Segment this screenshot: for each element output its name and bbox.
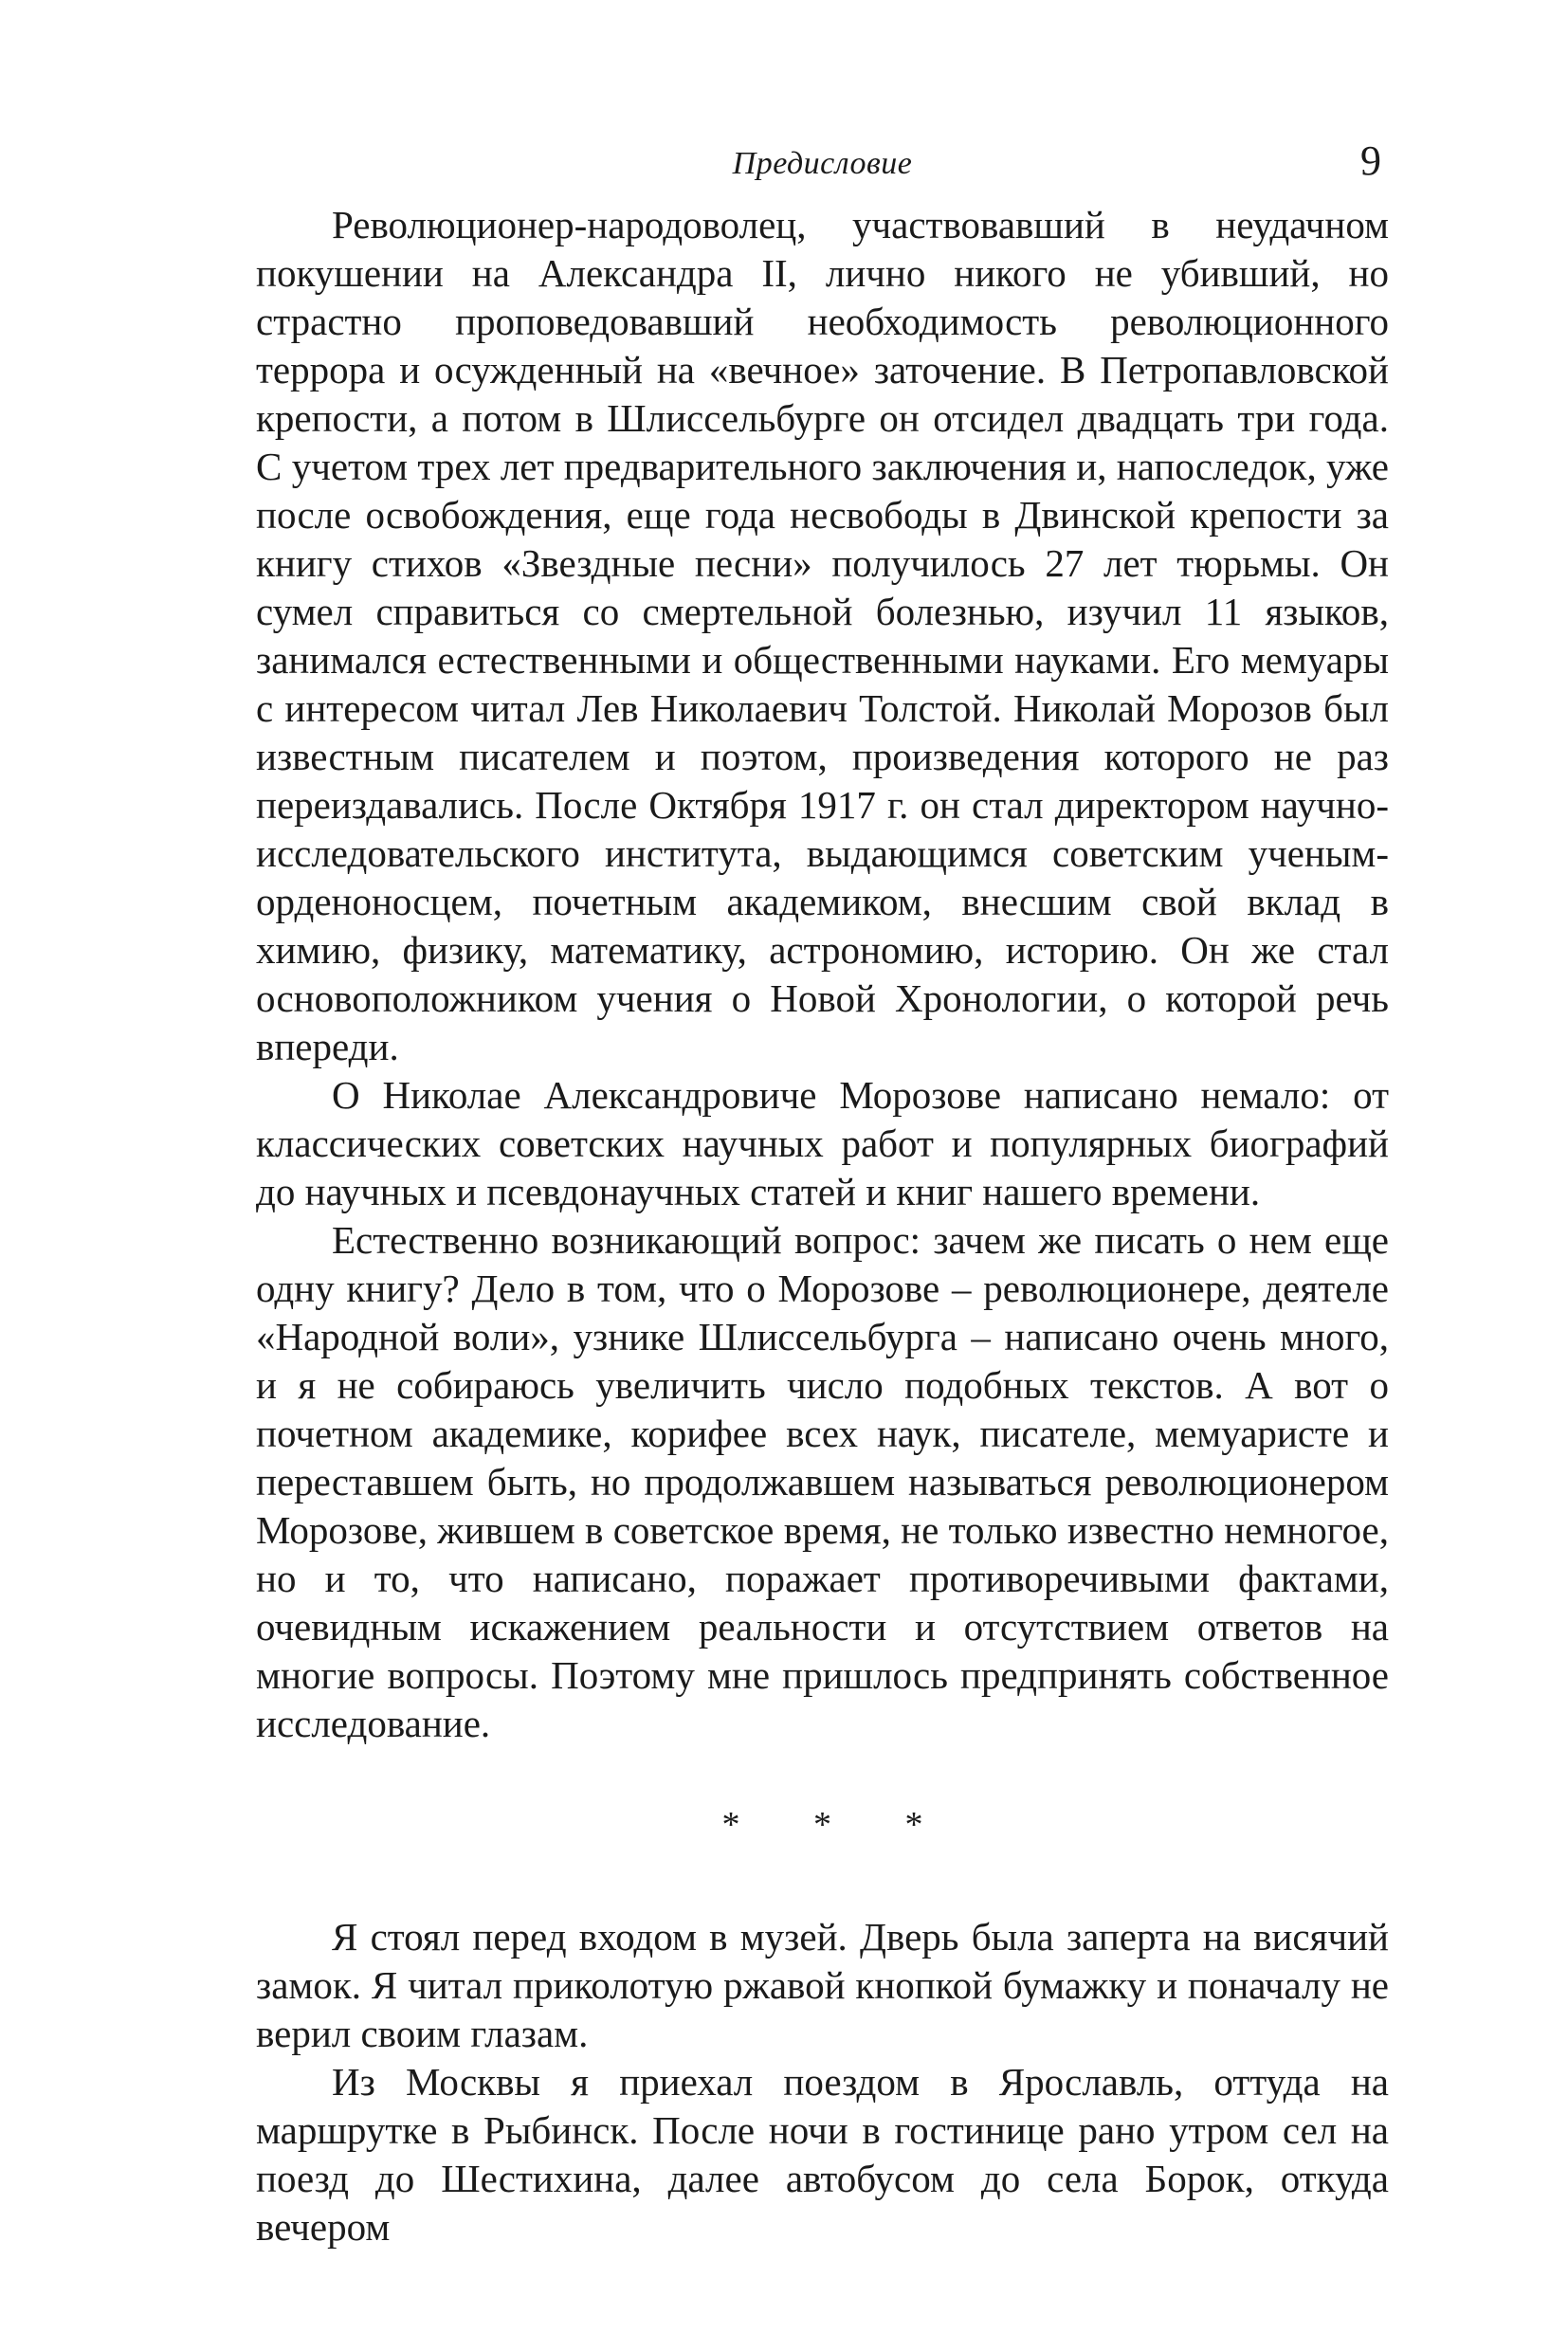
paragraph: Я стоял перед входом в музей. Дверь была заперта на висячий замок. Я читал приколотую ржавой кнопкой бумажку и поначалу не верил своим глазам. bbox=[256, 1915, 1389, 2055]
paragraph: О Николае Александровиче Морозове написано немало: от классических советских научных работ и популярных биографий до научных и псевдонаучных статей и книг нашего времени. bbox=[256, 1073, 1389, 1213]
paragraph: Из Москвы я приехал поездом в Ярославль, оттуда на маршрутке в Рыбинск. После ночи в гостинице рано утром сел на поезд до Шестихина, далее автобусом до села Борок, откуда вечером bbox=[256, 2060, 1389, 2249]
paragraph: Естественно возникающий вопрос: зачем же писать о нем еще одну книгу? Дело в том, что о Морозове – революционере, деятеле «Народной воли», узнике Шлиссельбурга – написано очень много, и я не собираюсь увеличить число подобных текстов. А вот о почетном академике, корифее всех наук, писателе, мемуаристе и переставшем быть, но продолжавшем называться революционером Морозове, жившем в советское время, не только известно немногое, но и то, что написано, поражает противоречивыми фактами, очевидным искажением реальности и отсутствием ответов на многие вопросы. Поэтому мне пришлось предпринять собственное исследование. bbox=[256, 1218, 1389, 1745]
running-title: Предисловие bbox=[732, 146, 913, 181]
section-separator: * * * bbox=[721, 1805, 956, 1845]
page-number: 9 bbox=[1360, 137, 1381, 184]
book-page bbox=[256, 133, 1389, 2294]
paragraph: Революционер-народоволец, участвовавший в неудачном покушении на Александра II, лично никого не убивший, но страстно проповедовавший необходимость революционного террора и осужденный на «вечное» заточение. В Петропавловской крепости, а потом в Шлиссельбурге он отсидел двадцать три года. С учетом трех лет предварительного заключения и, напоследок, уже после освобождения, еще года несвободы в Двинской крепости за книгу стихов «Звездные песни» получилось 27 лет тюрьмы. Он сумел справиться со смертельной болезнью, изучил 11 языков, занимался естественными и общественными науками. Его мемуары с интересом читал Лев Николаевич Толстой. Николай Морозов был известным писателем и поэтом, произведения которого не раз переиздавались. После Октября 1917 г. он стал директором научно-исследовательского института, выдающимся советским ученым-орденоносцем, почетным академиком, внесшим свой вклад в химию, физику, математику, астрономию, историю. Он же стал основоположником учения о Новой Хронологии, о которой речь впереди. bbox=[256, 203, 1389, 1068]
running-header bbox=[256, 133, 1389, 201]
body-text bbox=[256, 201, 1389, 2251]
